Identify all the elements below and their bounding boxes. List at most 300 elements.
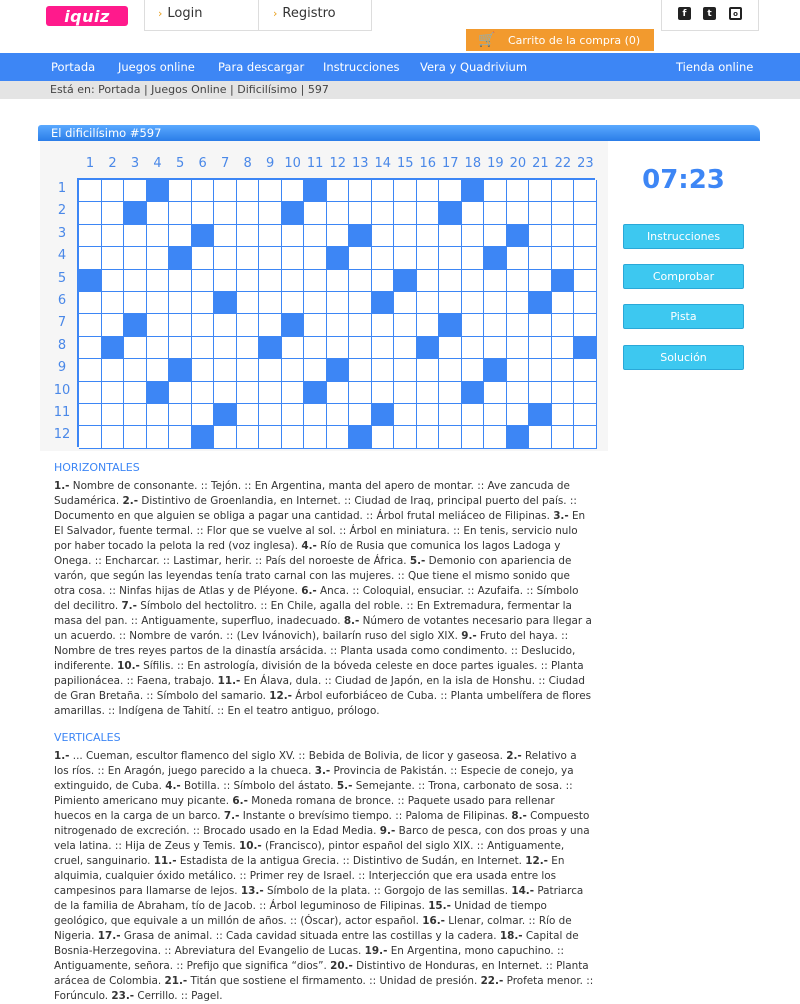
grid-cell[interactable] [214,337,237,359]
clue-number: 6.- [232,795,248,807]
facebook-icon[interactable]: f [678,7,691,20]
clue-text: Sífilis. :: En astrología, división de la bóveda celeste en doce partes iguales. :: Planta papilionácea. :: Faena, trabajo. [54,660,584,687]
grid-cell[interactable] [484,426,507,448]
grid-cell[interactable] [147,426,170,448]
grid-cell[interactable] [124,359,147,381]
grid-cell[interactable] [574,225,597,247]
grid-cell[interactable] [79,202,102,224]
grid-cell[interactable] [372,180,395,202]
grid-cell[interactable] [304,202,327,224]
clue-text: Semejante. :: Trona, carbonato de sosa. :: Pimiento americano muy picante. [54,780,573,807]
grid-cell[interactable] [282,292,305,314]
chevron-right-icon: › [158,7,163,20]
grid-cell[interactable] [574,270,597,292]
grid-cell[interactable] [214,202,237,224]
grid-cell[interactable] [484,404,507,426]
grid-cell[interactable] [417,314,440,336]
grid-cell[interactable] [237,225,260,247]
grid-cell[interactable] [237,270,260,292]
grid-cell[interactable] [259,247,282,269]
clue-text: Grasa de animal. :: Cada cavidad situada entre las costillas y la cadera. [120,930,500,942]
grid-cell[interactable] [439,292,462,314]
grid-cell[interactable] [529,314,552,336]
grid-cell[interactable] [484,314,507,336]
grid-cell[interactable] [552,292,575,314]
grid-cell[interactable] [574,359,597,381]
grid-cell[interactable] [327,404,350,426]
grid-cell[interactable] [439,180,462,202]
black-cell [327,247,350,269]
black-cell [169,247,192,269]
grid-cell[interactable] [147,292,170,314]
grid-cell[interactable] [394,180,417,202]
grid-cell[interactable] [507,314,530,336]
nav-item-para-descargar[interactable]: Para descargar [218,60,305,74]
register-label: Registro [282,6,336,21]
grid-cell[interactable] [507,202,530,224]
grid-cell[interactable] [327,202,350,224]
grid-cell[interactable] [124,247,147,269]
grid-cell[interactable] [372,359,395,381]
grid-cell[interactable] [79,359,102,381]
clue-number: 5.- [409,555,426,567]
grid-cell[interactable] [124,426,147,448]
grid-cell[interactable] [79,180,102,202]
grid-cell[interactable] [349,270,372,292]
grid-cell[interactable] [529,202,552,224]
grid-cell[interactable] [304,225,327,247]
grid-cell[interactable] [462,359,485,381]
site-logo[interactable]: iquiz [46,6,128,26]
grid-cell[interactable] [169,337,192,359]
grid-cell[interactable] [214,180,237,202]
grid-cell[interactable] [484,337,507,359]
grid-cell[interactable] [462,225,485,247]
grid-cell[interactable] [124,292,147,314]
grid-cell[interactable] [552,426,575,448]
grid-cell[interactable] [394,359,417,381]
grid-cell[interactable] [124,225,147,247]
grid-cell[interactable] [147,225,170,247]
grid-cell[interactable] [417,426,440,448]
grid-cell[interactable] [259,314,282,336]
grid-cell[interactable] [327,180,350,202]
clue-text: Distintivo de Honduras, en Internet. :: Planta arácea de Colombia. [54,960,589,987]
grid-cell[interactable] [214,314,237,336]
grid-cell[interactable] [259,180,282,202]
grid-cell[interactable] [102,404,125,426]
grid-cell[interactable] [574,292,597,314]
grid-cell[interactable] [79,314,102,336]
clue-text: Demonio con apariencia de varón, que según las leyendas tenía trato carnal con las mujeres. :: Que tiene el mismo sonido que otra cosa. :: Ninfas hijas de Atlas y de Pléyone. [54,555,572,597]
grid-cell[interactable] [169,382,192,404]
grid-cell[interactable] [79,292,102,314]
grid-cell[interactable] [192,382,215,404]
grid-cell[interactable] [462,270,485,292]
grid-cell[interactable] [529,426,552,448]
grid-cell[interactable] [124,404,147,426]
grid-cell[interactable] [192,359,215,381]
grid-cell[interactable] [574,247,597,269]
grid-cell[interactable] [327,314,350,336]
grid-cell[interactable] [372,382,395,404]
grid-cell[interactable] [192,180,215,202]
grid-cell[interactable] [147,359,170,381]
row-number: 2 [57,203,67,219]
grid-cell[interactable] [147,202,170,224]
column-number: 9 [266,156,275,171]
grid-cell[interactable] [462,337,485,359]
grid-cell[interactable] [327,270,350,292]
grid-cell[interactable] [417,180,440,202]
black-cell [439,202,462,224]
breadcrumb: Está en: Portada | Juegos Online | Dificilísimo | 597 [0,81,800,99]
grid-cell[interactable] [417,225,440,247]
grid-cell[interactable] [574,404,597,426]
clue-text: Fruto del haya. :: Nombre de tres reyes partos de la dinastía arsácida. :: Planta usada como condimento. :: Deslucido, indiferente. [54,630,576,672]
grid-cell[interactable] [102,359,125,381]
row-number: 6 [57,293,67,308]
grid-cell[interactable] [507,292,530,314]
grid-cell[interactable] [372,270,395,292]
grid-cell[interactable] [237,180,260,202]
grid-cell[interactable] [417,382,440,404]
solution-button[interactable]: Solución [623,345,744,370]
grid-cell[interactable] [327,426,350,448]
instagram-icon[interactable]: o [729,7,742,20]
grid-cell[interactable] [214,247,237,269]
grid-cell[interactable] [552,180,575,202]
grid-cell[interactable] [507,180,530,202]
clue-number: 5.- [336,780,353,792]
nav-item-tienda-online[interactable]: Tienda online [676,60,754,74]
grid-cell[interactable] [552,359,575,381]
grid-cell[interactable] [214,270,237,292]
grid-cell[interactable] [102,292,125,314]
row-number: 8 [57,337,67,353]
grid-cell[interactable] [529,247,552,269]
grid-cell[interactable] [169,270,192,292]
grid-cell[interactable] [259,225,282,247]
grid-cell[interactable] [304,314,327,336]
grid-cell[interactable] [507,382,530,404]
grid-cell[interactable] [192,270,215,292]
grid-cell[interactable] [259,426,282,448]
grid-cell[interactable] [237,382,260,404]
grid-cell[interactable] [259,292,282,314]
grid-cell[interactable] [124,270,147,292]
grid-cell[interactable] [304,426,327,448]
clue-number: 10.- [239,840,262,852]
grid-cell[interactable] [282,225,305,247]
grid-cell[interactable] [417,404,440,426]
grid-cell[interactable] [327,382,350,404]
black-cell [214,292,237,314]
grid-cell[interactable] [304,359,327,381]
grid-cell[interactable] [169,404,192,426]
grid-cell[interactable] [259,359,282,381]
grid-cell[interactable] [574,180,597,202]
grid-cell[interactable] [417,247,440,269]
clue-text: Nombre de consonante. :: Tejón. :: En Argentina, manta del apero de montar. :: Ave zancuda de Sudamérica. [54,480,570,507]
grid-cell[interactable] [147,404,170,426]
grid-cell[interactable] [147,314,170,336]
grid-cell[interactable] [484,292,507,314]
clue-number: 9.- [379,825,396,837]
grid-cell[interactable] [214,359,237,381]
grid-cell[interactable] [439,404,462,426]
grid-cell[interactable] [484,202,507,224]
column-number: 8 [243,156,252,171]
grid-cell[interactable] [282,180,305,202]
grid-cell[interactable] [349,292,372,314]
clue-text: Profeta menor. :: Forúnculo. [54,975,594,1002]
grid-cell[interactable] [552,247,575,269]
grid-cell[interactable] [102,202,125,224]
clue-number: 22.- [480,975,504,987]
grid-cell[interactable] [124,382,147,404]
grid-cell[interactable] [79,247,102,269]
grid-cell[interactable] [507,247,530,269]
top-bar [0,0,800,52]
clue-number: 1.- [54,480,70,492]
grid-cell[interactable] [192,292,215,314]
grid-cell[interactable] [237,202,260,224]
grid-cell[interactable] [282,404,305,426]
grid-cell[interactable] [192,314,215,336]
grid-cell[interactable] [439,359,462,381]
grid-cell[interactable] [124,337,147,359]
grid-cell[interactable] [349,382,372,404]
check-button[interactable]: Comprobar [623,264,744,289]
nav-item-juegos-online[interactable]: Juegos online [118,60,195,74]
grid-cell[interactable] [327,292,350,314]
clue-text: ... Cueman, escultor flamenco del siglo XV. :: Bebida de Bolivia, de licor y gaseosa. [69,750,507,762]
grid-cell[interactable] [349,247,372,269]
grid-cell[interactable] [417,202,440,224]
clue-text: Titán que sostiene el firmamento. :: Unidad de presión. [187,975,481,987]
grid-cell[interactable] [417,292,440,314]
grid-cell[interactable] [327,337,350,359]
register-link[interactable] [273,6,336,21]
grid-cell[interactable] [304,404,327,426]
black-cell [507,426,530,448]
grid-cell[interactable] [304,247,327,269]
grid-cell[interactable] [552,382,575,404]
grid-cell[interactable] [102,426,125,448]
grid-cell[interactable] [237,314,260,336]
grid-cell[interactable] [259,202,282,224]
black-cell [349,225,372,247]
grid-cell[interactable] [147,270,170,292]
grid-cell[interactable] [417,359,440,381]
grid-cell[interactable] [79,382,102,404]
grid-cell[interactable] [439,270,462,292]
grid-cell[interactable] [169,314,192,336]
grid-cell[interactable] [169,180,192,202]
grid-cell[interactable] [237,337,260,359]
grid-cell[interactable] [462,404,485,426]
grid-cell[interactable] [462,426,485,448]
grid-cell[interactable] [147,337,170,359]
grid-cell[interactable] [169,202,192,224]
twitter-icon[interactable]: t [703,7,716,20]
hint-button[interactable]: Pista [623,304,744,329]
grid-cell[interactable] [507,337,530,359]
grid-cell[interactable] [282,359,305,381]
grid-cell[interactable] [417,270,440,292]
grid-cell[interactable] [327,225,350,247]
grid-cell[interactable] [169,225,192,247]
grid-cell[interactable] [462,202,485,224]
clue-number: 3.- [314,765,331,777]
grid-cell[interactable] [394,225,417,247]
grid-cell[interactable] [529,180,552,202]
grid-cell[interactable] [574,202,597,224]
grid-cell[interactable] [169,426,192,448]
grid-cell[interactable] [214,382,237,404]
grid-cell[interactable] [237,404,260,426]
grid-cell[interactable] [372,314,395,336]
grid-cell[interactable] [552,202,575,224]
grid-cell[interactable] [282,426,305,448]
grid-cell[interactable] [102,180,125,202]
column-number: 20 [509,156,527,171]
clue-number: 23.- [111,990,135,1002]
grid-cell[interactable] [282,337,305,359]
grid-cell[interactable] [394,202,417,224]
grid-cell[interactable] [462,314,485,336]
grid-cell[interactable] [79,426,102,448]
grid-cell[interactable] [192,337,215,359]
grid-cell[interactable] [192,404,215,426]
grid-cell[interactable] [439,337,462,359]
grid-cell[interactable] [349,404,372,426]
grid-cell[interactable] [484,382,507,404]
grid-cell[interactable] [439,426,462,448]
verticales-heading: VERTICALES [54,731,121,744]
grid-cell[interactable] [349,314,372,336]
clue-text: Símbolo del hectolitro. :: En Chile, agalla del roble. :: En Extremadura, fermentar la masa del pan. :: Antiguamente, superfluo, inadecuado. [54,600,572,627]
grid-cell[interactable] [79,404,102,426]
grid-cell[interactable] [529,270,552,292]
grid-cell[interactable] [574,426,597,448]
grid-cell[interactable] [372,202,395,224]
clue-number: 16.- [422,915,445,927]
grid-cell[interactable] [282,247,305,269]
grid-cell[interactable] [462,292,485,314]
grid-cell[interactable] [372,225,395,247]
grid-cell[interactable] [349,337,372,359]
instructions-button[interactable]: Instrucciones [623,224,744,249]
grid-cell[interactable] [102,382,125,404]
grid-cell[interactable] [237,247,260,269]
grid-cell[interactable] [192,202,215,224]
clue-text: En El Salvador, fuente termal. :: Flor que se vuelve al sol. :: Árbol en miniatura. :: En tenis, servicio nulo por haber tocado la pelota la red (voz inglesa). [54,510,586,552]
grid-cell[interactable] [394,382,417,404]
grid-cell[interactable] [439,247,462,269]
login-link[interactable] [158,6,202,21]
grid-cell[interactable] [552,314,575,336]
grid-cell[interactable] [394,337,417,359]
grid-cell[interactable] [574,382,597,404]
grid-cell[interactable] [192,247,215,269]
grid-cell[interactable] [349,359,372,381]
grid-cell[interactable] [237,426,260,448]
grid-cell[interactable] [529,225,552,247]
grid-cell[interactable] [214,225,237,247]
grid-cell[interactable] [102,225,125,247]
nav-item-portada[interactable]: Portada [51,60,96,74]
grid-cell[interactable] [124,180,147,202]
grid-cell[interactable] [484,270,507,292]
grid-cell[interactable] [439,225,462,247]
grid-cell[interactable] [79,337,102,359]
grid-cell[interactable] [349,180,372,202]
grid-cell[interactable] [214,426,237,448]
grid-cell[interactable] [394,292,417,314]
grid-cell[interactable] [507,359,530,381]
grid-cell[interactable] [552,225,575,247]
grid-cell[interactable] [102,270,125,292]
grid-cell[interactable] [484,225,507,247]
grid-cell[interactable] [79,225,102,247]
grid-cell[interactable] [102,314,125,336]
grid-cell[interactable] [349,202,372,224]
grid-cell[interactable] [394,314,417,336]
grid-cell[interactable] [237,292,260,314]
clue-text: Provincia de Pakistán. :: Especie de conejo, ya extinguido, de Cuba. [54,765,574,792]
grid-cell[interactable] [102,247,125,269]
grid-cell[interactable] [439,382,462,404]
grid-cell[interactable] [304,337,327,359]
grid-cell[interactable] [462,247,485,269]
grid-cell[interactable] [394,426,417,448]
grid-cell[interactable] [529,337,552,359]
grid-cell[interactable] [484,180,507,202]
grid-cell[interactable] [304,292,327,314]
grid-cell[interactable] [507,404,530,426]
black-cell [124,202,147,224]
grid-cell[interactable] [552,337,575,359]
grid-cell[interactable] [372,337,395,359]
clue-text: Barco de pesca, con dos proas y una vela latina. :: Hija de Zeus y Temis. [54,825,590,852]
grid-cell[interactable] [304,270,327,292]
grid-cell[interactable] [169,292,192,314]
horizontales-clues [54,479,594,719]
grid-cell[interactable] [574,314,597,336]
grid-cell[interactable] [372,247,395,269]
grid-cell[interactable] [507,270,530,292]
grid-cell[interactable] [282,382,305,404]
cart-button[interactable] [466,29,654,51]
grid-cell[interactable] [147,247,170,269]
nav-item-vera-quadrivium[interactable]: Vera y Quadrivium [420,60,528,74]
grid-cell[interactable] [282,270,305,292]
grid-cell[interactable] [259,270,282,292]
grid-cell[interactable] [529,382,552,404]
grid-cell[interactable] [529,359,552,381]
grid-cell[interactable] [372,426,395,448]
grid-cell[interactable] [394,404,417,426]
grid-cell[interactable] [259,382,282,404]
grid-cell[interactable] [552,404,575,426]
nav-item-instrucciones[interactable]: Instrucciones [323,60,400,74]
grid-cell[interactable] [394,247,417,269]
grid-cell[interactable] [237,359,260,381]
column-number: 13 [351,156,369,171]
grid-cell[interactable] [259,404,282,426]
